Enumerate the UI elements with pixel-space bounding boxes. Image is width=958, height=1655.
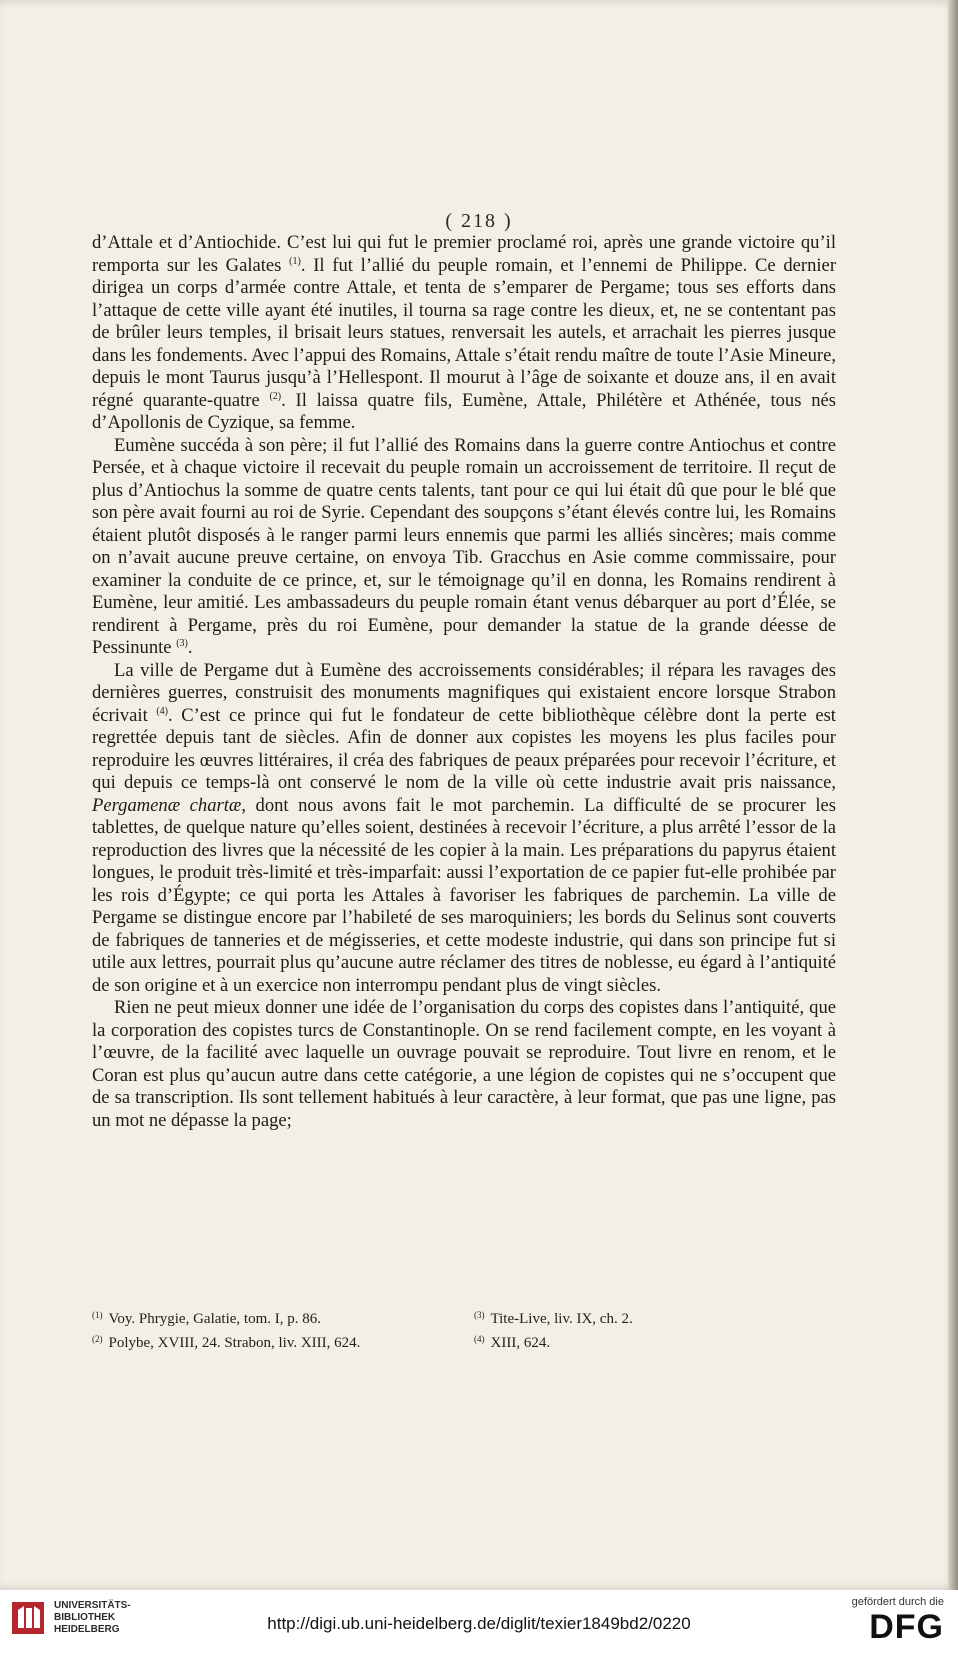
text-run: , dont nous avons fait le mot parchemin. La difficulté de se procurer les tablettes, de quelque nature qu’elles soient, destinées à recevoir l’écriture, a plus arrêté l’essor de la reproduction des livres que la nécessité de les copier à la main. Les préparations du papyrus étaient longues, le produit très-limité et très-imparfait: aussi l’exportation de ce papier fut-elle prohibée par les rois d’Égypte; ce qui porta les Attales à favoriser les fabriques de parchemin. La ville de Pergame se distingue encore par l’habileté de ses maroquiniers; les bords du Selinus sont couverts de fabriques de tanneries et de mégisseries, et cette modeste industrie, qui dans son principe fut si utile aux lettres, pourrait plus qu’aucune autre réclamer des titres de noblesse, eu égard à l’antiquité de son origine et à un exercice non interrompu pendant plus de vingt siècles. <box>92 794 836 996</box>
footnote-text: XIII, 624. <box>490 1335 551 1351</box>
text-run: . Il laissa quatre fils, Eumène, Attale, Philétère et Athénée, tous nés d’Apollonis de Cyzique, sa femme. <box>92 389 836 433</box>
text-run: Rien ne peut mieux donner une idée de l’organisation du corps des copistes dans l’antiquité, que la corporation des copistes turcs de Constantinople. On se rend facilement compte, en les voyant à l’œuvre, de la facilité avec laquelle un ouvrage pouvait se reproduire. Tout livre en renom, et le Coran est plus qu’aucun autre dans cette catégorie, a une légion de copistes qui ne s’occupent que de sa transcription. Ils sont tellement habitués à leur caractère, à leur format, que pas une ligne, pas un mot ne dépasse la page; <box>92 997 836 1131</box>
footnote <box>92 1305 454 1329</box>
footer-bar <box>0 1590 958 1655</box>
footnote-text: Voy. Phrygie, Galatie, tom. I, p. 86. <box>108 1311 321 1327</box>
footnote-mark: (1) <box>92 1310 103 1320</box>
library-line: HEIDELBERG <box>54 1624 120 1635</box>
footnote <box>474 1305 836 1329</box>
footnote <box>474 1329 836 1353</box>
text-run: . Il fut l’allié du peuple romain, et l’ennemi de Philippe. Ce dernier dirigea un corps d’armée contre Attale, et tenta de s’emparer de Pergame; tous ses efforts dans l’attaque de cette ville ayant été inutiles, il tourna sa rage contre les dieux, et, ne se contentant pas de brûler leurs temples, il brisait leurs statues, renversait les autels, et arrachait les pierres jusque dans les fondements. Avec l’appui des Romains, Attale s’était rendu maître de toute l’Asie Mineure, depuis le mont Taurus jusqu’à l’Hellespont. Il mourut à l’âge de soixante et douze ans, il en avait régné quarante-quatre <box>92 254 837 411</box>
text-run: d’Attale et d’Antiochide. C’est lui qui fut le premier proclamé roi, après une grande victoire qu’il remporta sur les Galates <box>92 232 836 276</box>
body-text <box>92 232 836 1132</box>
footnotes-left <box>92 1305 454 1353</box>
text-run: . C’est ce prince qui fut le fondateur de cette bibliothèque célèbre dont la perte est regrettée depuis tant de siècles. Afin de donner aux copistes les moyens les plus faciles pour reproduire les œuvres littéraires, il créa des fabriques de peaux préparées pour recevoir l’écriture, et qui depuis ce temps-là ont conservé le nom de la ville où cette industrie avait pris naissance, <box>92 704 836 793</box>
dfg-logo[interactable] <box>852 1596 944 1646</box>
footnotes <box>92 1305 836 1353</box>
paragraph <box>92 997 836 1132</box>
footnotes-right <box>454 1305 836 1353</box>
footnote <box>92 1329 454 1353</box>
paragraph <box>92 435 836 660</box>
funded-by-text: gefördert durch die <box>851 1596 944 1608</box>
library-line: UNIVERSITÄTS- <box>54 1600 131 1611</box>
footnote-mark: (4) <box>474 1334 485 1344</box>
text-run: . <box>187 637 193 658</box>
footnote-ref[interactable]: (2) <box>269 390 282 402</box>
footnote-text: Polybe, XVIII, 24. Strabon, liv. XIII, 624. <box>108 1335 361 1351</box>
footnote-mark: (2) <box>92 1334 103 1344</box>
library-line: BIBLIOTHEK <box>54 1612 116 1623</box>
paragraph <box>92 660 836 998</box>
footnote-mark: (3) <box>474 1310 485 1320</box>
text-run: La ville de Pergame dut à Eumène des accroissements considérables; il répara les ravages des dernières guerres, construisit des monuments magnifiques qui existaient encore lorsque Strabon écrivait <box>92 659 836 726</box>
page-edge <box>948 0 958 1590</box>
paragraph <box>92 232 836 435</box>
dfg-wordmark: DFG <box>869 1608 944 1646</box>
footnote-ref[interactable]: (1) <box>289 255 301 267</box>
footnote-ref[interactable]: (4) <box>156 705 168 717</box>
italic-term: Pergamenæ chartæ <box>92 794 242 816</box>
page-number: ( 218 ) <box>445 210 513 232</box>
permalink-url[interactable]: http://digi.ub.uni-heidelberg.de/diglit/texier1849bd2/0220 <box>267 1614 691 1633</box>
text-run: Eumène succéda à son père; il fut l’allié des Romains dans la guerre contre Antiochus et contre Persée, et à chaque victoire il recevait du peuple romain un accroissement de territoire. Il reçut de plus d’Antiochus la somme de quatre cents talents, tant pour ce qui lui était dû que pour le blé que son père avait fourni au roi de Syrie. Cependant des soupçons s’étant élevés contre lui, les Romains étaient plutôt disposés à le ranger parmi leurs ennemis que parmi les alliés sincères; mais comme on n’avait aucune preuve certaine, on envoya Tib. Gracchus en Asie comme commissaire, pour examiner la conduite de ce prince, et, sur le témoignage qu’il en donna, les Romains rendirent à Eumène, leur amitié. Les ambassadeurs du peuple romain étant venus débarquer au port d’Élée, se rendirent à Pergame, près du roi Eumène, pour demander la statue de la grande déesse de Pessinunte <box>92 434 836 658</box>
footnote-ref[interactable]: (3) <box>176 638 188 649</box>
footnote-text: Tite-Live, liv. IX, ch. 2. <box>490 1311 633 1327</box>
